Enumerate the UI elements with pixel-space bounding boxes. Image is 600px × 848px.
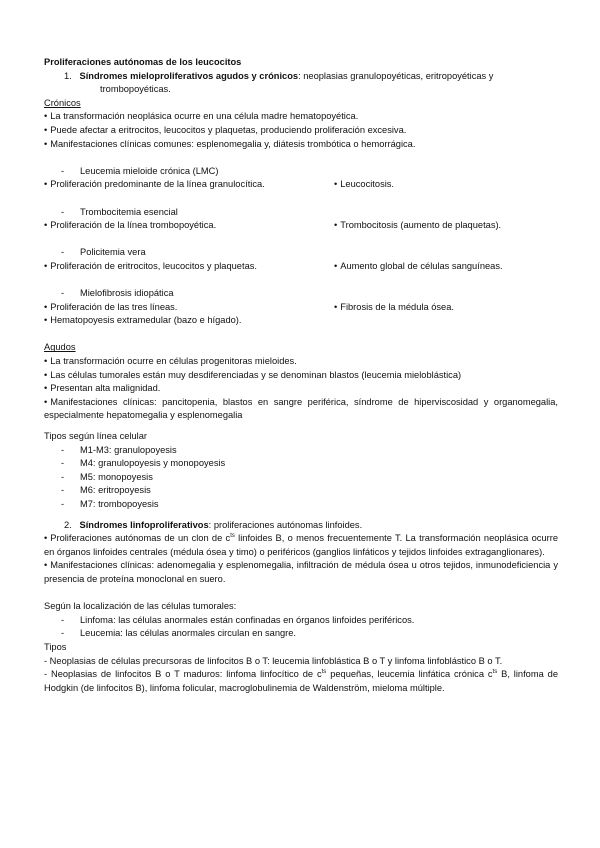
localizacion-list [44,614,558,641]
disease-feature: • Proliferación de las tres líneas. [44,301,334,315]
localizacion-heading: Según la localización de las células tumorales: [44,601,237,612]
disease-name: - Leucemia mieloide crónica (LMC) [61,165,219,176]
disease-feature: • Proliferación de eritrocitos, leucocitos y plaquetas. [44,260,334,274]
document-title: Proliferaciones autónomas de los leucocitos [44,57,242,67]
cronicos-bullet: • Manifestaciones clínicas comunes: esplenomegalia y, diátesis trombótica o hemorrágica. [44,138,558,152]
section-1-number: 1. [64,70,72,81]
disease-row [44,178,558,192]
disease-row [44,301,558,315]
disease-feature: • Leucocitosis. [334,178,558,192]
disease-name: - Trombocitemia esencial [61,206,178,217]
list-item: - M4: granulopoyesis y monopoyesis [61,458,226,469]
linfo-tipo-2: - Neoplasias de linfocitos B o T maduros: linfoma linfocítico de $c^{ts}$ pequeñas, leucemia linfática crónica $c^{ts}$ B, linfoma de Hodgkin (de linfocitos B), linfoma folicular, macroglobulinemia de Waldenström, mieloma múltiple. [44,669,558,693]
tipos-list [44,444,558,512]
page-content [44,56,558,695]
disease-feature: • Proliferación de la línea trombopoyética. [44,219,334,233]
tipos-heading: Tipos según línea celular [44,431,148,442]
disease-feature: • Fibrosis de la médula ósea. [334,301,558,315]
cronicos-bullet: • Puede afectar a eritrocitos, leucocitos y plaquetas, produciendo proliferación excesiva. [44,124,558,138]
section-2-description: : proliferaciones autónomas linfoides. [208,519,363,530]
agudos-bullet: • Las células tumorales están muy desdiferenciadas y se denominan blastos (leucemia mieloblástica) [44,369,558,383]
section-2-number: 2. [64,519,72,530]
disease-name: - Mielofibrosis idiopática [61,288,174,299]
linfo-bullet: • Manifestaciones clínicas: adenomegalia y esplenomegalia, infiltración de médula ósea u otros tejidos, inmunodeficiencia y presencia de proteína monoclonal en suero. [44,559,558,586]
disease-feature: • Proliferación predominante de la línea granulocítica. [44,178,334,192]
list-item: - M6: eritropoyesis [61,485,151,496]
disease-row [44,260,558,274]
list-item: - Linfoma: las células anormales están confinadas en órganos linfoides periféricos. [61,614,415,625]
disease-feature: • Trombocitosis (aumento de plaquetas). [334,219,558,233]
disease-feature: • Hematopoyesis extramedular (bazo e hígado). [44,314,558,328]
disease-feature: • Aumento global de células sanguíneas. [334,260,558,274]
list-item: - Leucemia: las células anormales circulan en sangre. [61,628,297,639]
section-1-description-cont: trombopoyéticas. [100,84,171,95]
linfo-tipos-heading: Tipos [44,641,67,652]
cronicos-bullet: • La transformación neoplásica ocurre en una célula madre hematopoyética. [44,110,558,124]
agudos-bullet: • Manifestaciones clínicas: pancitopenia, blastos en sangre periférica, síndrome de hiperviscosidad y organomegalia, especialmente hepatomegalia y esplenomegalia [44,396,558,423]
cronicos-heading: Crónicos [44,97,81,108]
list-item: - M1-M3: granulopoyesis [61,444,177,455]
section-2-heading [44,519,558,533]
section-1-description: : neoplasias granulopoyéticas, eritropoyéticas y [298,70,494,81]
list-item: - M5: monopoyesis [61,471,153,482]
linfo-tipo-1: - Neoplasias de células precursoras de linfocitos B o T: leucemia linfoblástica B o T y linfoma linfoblástico B o T. [44,655,503,666]
section-2-title: Síndromes linfoproliferativos [79,519,209,530]
list-item: - M7: trombopoyesis [61,499,159,509]
disease-name: - Policitemia vera [61,247,146,258]
agudos-heading: Agudos [44,342,76,353]
section-1-title: Síndromes mieloproliferativos agudos y crónicos [79,70,299,81]
agudos-bullet: • La transformación ocurre en células progenitoras mieloides. [44,355,558,369]
disease-row [44,219,558,233]
linfo-bullet: • Proliferaciones autónomas de un clon de $c^{ts}$ linfoides B, o menos frecuentemente T. La transformación neoplásica ocurre en órganos linfoides centrales (médula ósea y timo) o periféricos (ganglios linfáticos y tejidos linfoides extraganglionares). [44,532,558,559]
agudos-bullet: • Presentan alta malignidad. [44,382,558,396]
section-1-heading [44,70,558,97]
